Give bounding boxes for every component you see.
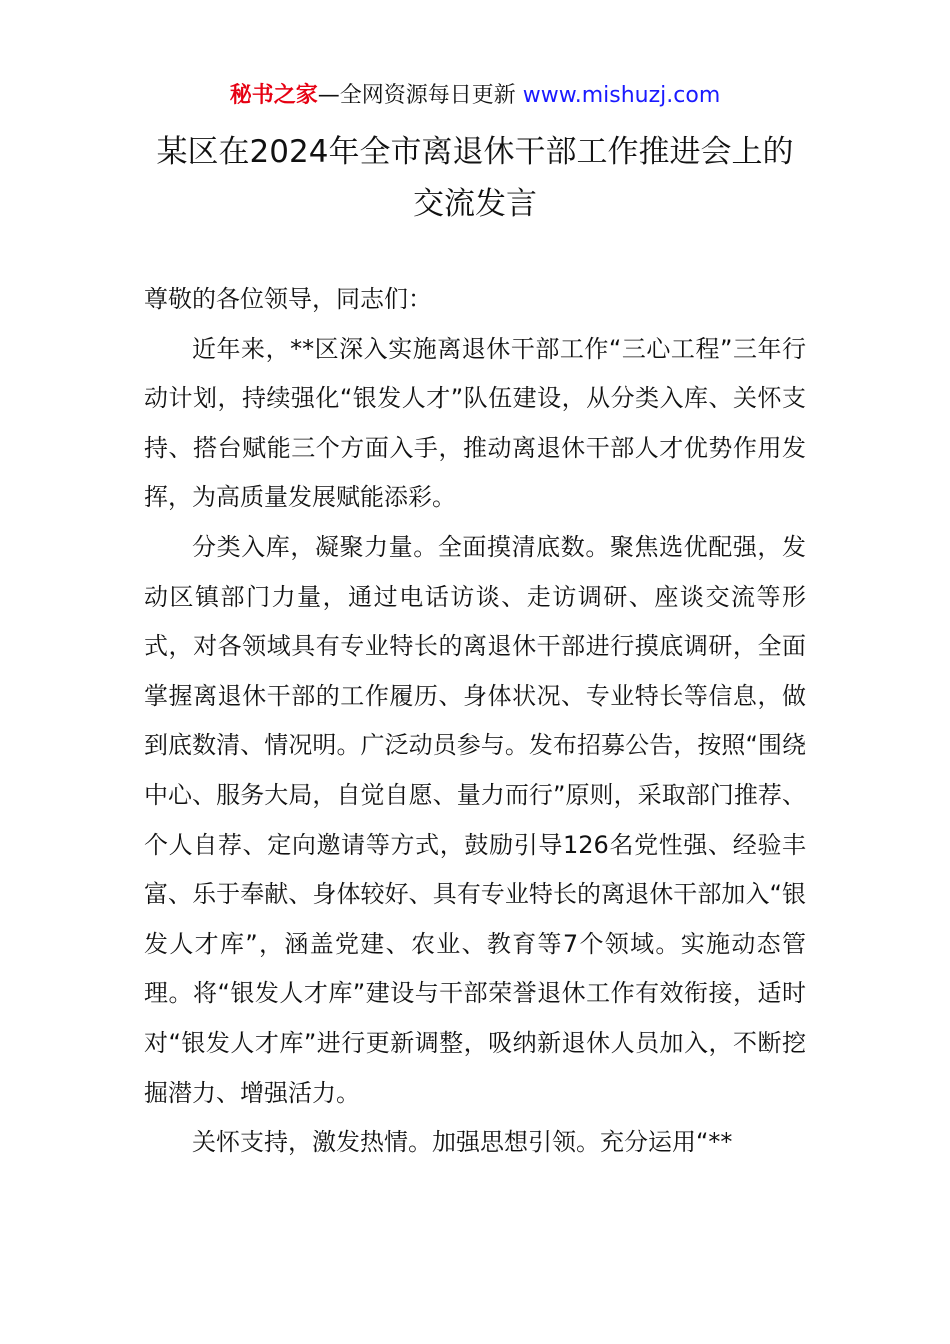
paragraph-intro: 近年来，**区深入实施离退休干部工作“三心工程”三年行动计划，持续强化“银发人才”队伍建设，从分类入库、关怀支持、搭台赋能三个方面入手，推动离退休干部人才优势作用发挥，为高质量发展赋能添彩。 [144, 334, 806, 512]
document-title [100, 126, 850, 230]
site-header [0, 80, 950, 112]
salutation: 尊敬的各位领导，同志们： [144, 285, 432, 313]
title-line-2: 交流发言 [413, 186, 537, 222]
title-line-1: 某区在2024年全市离退休干部工作推进会上的 [156, 134, 794, 170]
paragraph-care-support: 关怀支持，激发热情。加强思想引领。充分运用“** [192, 1128, 733, 1157]
brand-name: 秘书之家 [229, 83, 318, 108]
site-url-link[interactable]: www.mishuzj.com [522, 83, 721, 108]
paragraph-classification: 分类入库，凝聚力量。全面摸清底数。聚焦选优配强，发动区镇部门力量，通过电话访谈、走访调研、座谈交流等形式，对各领域具有专业特长的离退休干部进行摸底调研，全面掌握离退休干部的工作履历、身体状况、专业特长等信息，做到底数清、情况明。广泛动员参与。发布招募公告，按照“围绕中心、服务大局，自觉自愿、量力而行”原则，采取部门推荐、个人自荐、定向邀请等方式，鼓励引导126名党性强、经验丰富、乐于奉献、身体较好、具有专业特长的离退休干部加入“银发人才库”，涵盖党建、农业、教育等7个领域。实施动态管理。将“银发人才库”建设与干部荣誉退休工作有效衔接，适时对“银发人才库”进行更新调整，吸纳新退休人员加入，不断挖掘潜力、增强活力。 [144, 532, 806, 1107]
document-body [144, 275, 806, 1168]
header-tagline: —全网资源每日更新 [317, 83, 523, 108]
